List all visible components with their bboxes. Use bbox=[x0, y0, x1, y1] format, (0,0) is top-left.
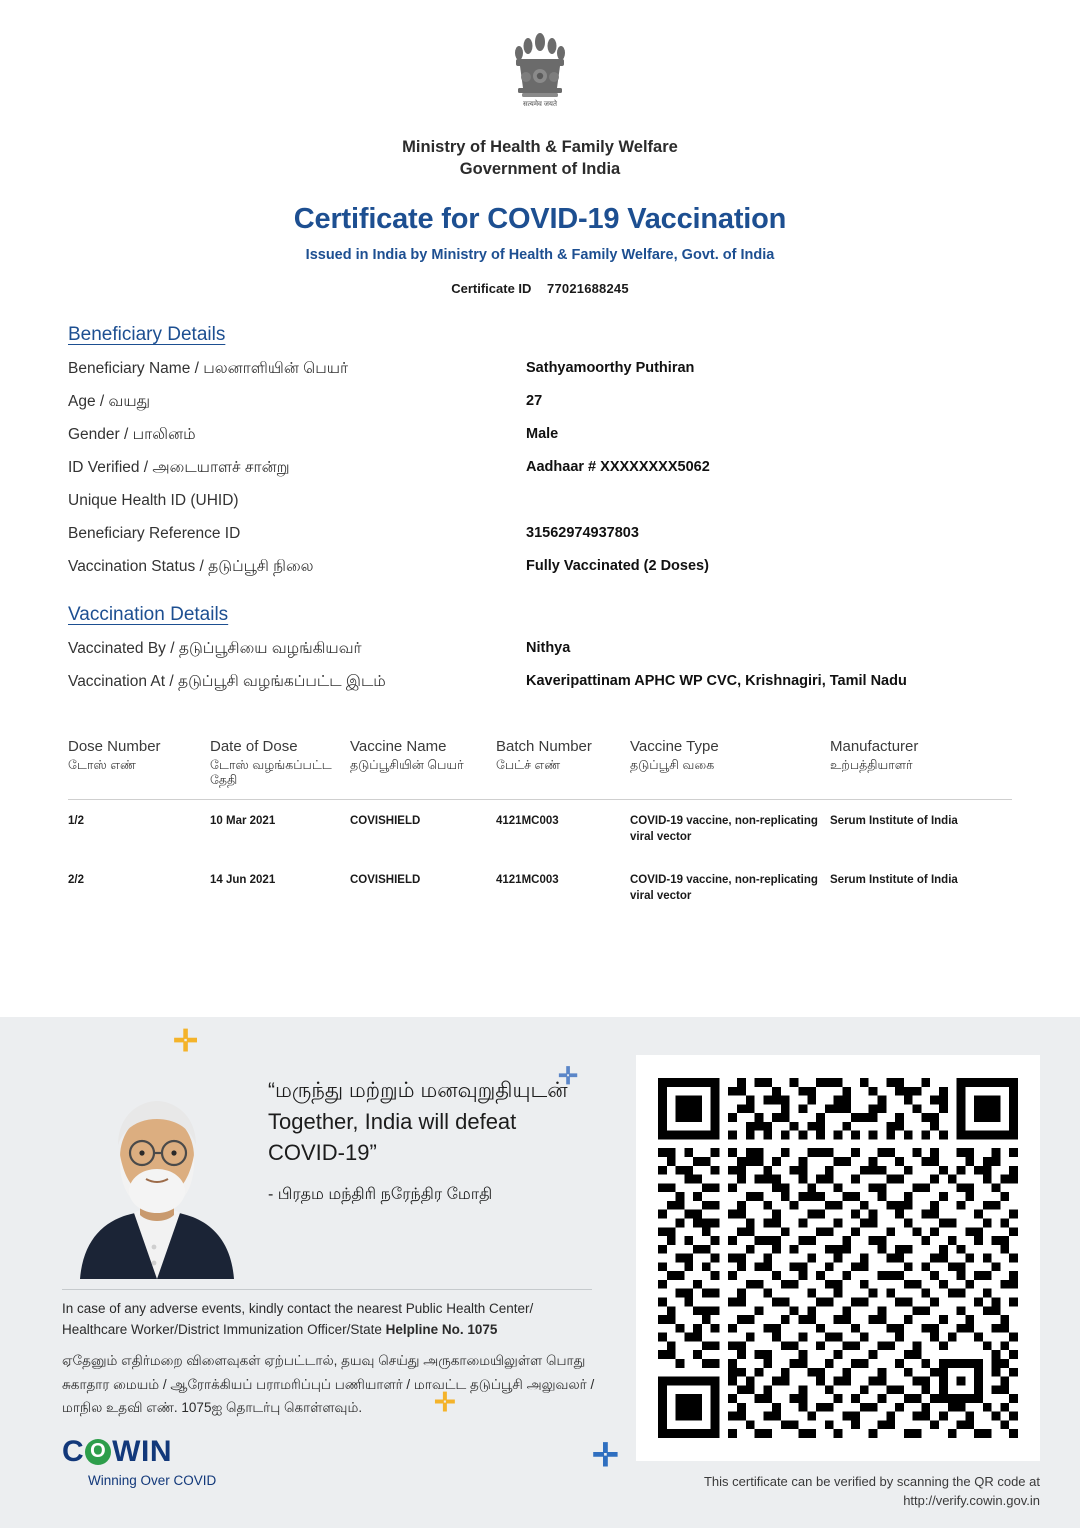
beneficiary-details-section bbox=[68, 324, 1012, 578]
dose-table bbox=[68, 738, 1012, 918]
manufacturer-cell: Serum Institute of India bbox=[830, 815, 958, 828]
certificate-id-value: 77021688245 bbox=[547, 280, 629, 296]
cowin-letter-o: O bbox=[85, 1439, 111, 1465]
date-of-dose-cell: 14 Jun 2021 bbox=[210, 874, 276, 887]
pm-quote bbox=[268, 1077, 598, 1205]
quote-english: Together, India will defeat COVID-19” bbox=[268, 1108, 517, 1165]
manufacturer-cell: Serum Institute of India bbox=[830, 874, 958, 887]
uhid-row bbox=[68, 491, 1012, 511]
dose-number-header: Dose Number டோஸ் எண் bbox=[68, 738, 210, 800]
vaccination-status-value: Fully Vaccinated (2 Doses) bbox=[526, 558, 709, 575]
certificate-header bbox=[0, 0, 1080, 296]
batch-number-cell: 4121MC003 bbox=[496, 874, 559, 887]
certificate-id bbox=[0, 281, 1080, 296]
vaccinated-by-label: Vaccinated By / தடுப்பூசியை வழங்கியவர் bbox=[68, 639, 362, 657]
quote-tamil: “மருந்து மற்றும் மனவுறுதியுடன் bbox=[268, 1079, 568, 1102]
reference-id-value: 31562974937803 bbox=[526, 525, 639, 542]
beneficiary-section-title: Beneficiary Details bbox=[68, 323, 226, 345]
adverse-line-1: In case of any adverse events, kindly contact the nearest Public Health Center/ bbox=[62, 1301, 534, 1316]
page-title: Certificate for COVID-19 Vaccination bbox=[293, 202, 787, 235]
vaccination-details-section bbox=[68, 604, 1012, 692]
table-row bbox=[68, 800, 1012, 860]
cowin-letter-c: C bbox=[62, 1435, 85, 1468]
verify-url[interactable]: http://verify.cowin.gov.in bbox=[903, 1492, 1040, 1508]
cowin-letters-win: WIN bbox=[112, 1435, 172, 1468]
footer-panel bbox=[0, 1017, 1080, 1528]
svg-text:सत्यमेव जयते: सत्यमेव जयते bbox=[523, 100, 557, 108]
footer-divider bbox=[62, 1289, 592, 1290]
vaccine-type-header: Vaccine Type தடுப்பூசி வகை bbox=[630, 738, 830, 800]
decorative-plus-icon: ✛ bbox=[173, 1025, 199, 1058]
adverse-events-note bbox=[62, 1299, 602, 1341]
age-value: 27 bbox=[526, 392, 543, 409]
adverse-events-note-tamil: ஏதேனும் எதிர்மறை விளைவுகள் ஏற்பட்டால், தயவு செய்து அருகாமையிலுள்ள பொது சுகாதார மையம் / ஆரோக்கியப் பராமரிப்புப் பணியாளர் / மாவட்ட தடுப்பூசி அலுவலர் / மாநில உதவி எண். 1075ஐ தொடர்பு கொள்ளவும். bbox=[62, 1353, 595, 1416]
qr-code-container[interactable] bbox=[636, 1055, 1040, 1461]
decorative-plus-icon: ✛ bbox=[434, 1387, 456, 1417]
vaccine-name-cell: COVISHIELD bbox=[350, 815, 421, 828]
gender-row bbox=[68, 425, 1012, 445]
vaccination-status-row bbox=[68, 557, 1012, 577]
vaccine-type-cell: COVID-19 vaccine, non-replicating viral vector bbox=[630, 815, 818, 843]
id-verified-value: Aadhaar # XXXXXXXX5062 bbox=[526, 458, 710, 475]
adverse-line-2: Healthcare Worker/District Immunization Officer/State bbox=[62, 1321, 386, 1337]
batch-number-header: Batch Number பேட்ச் எண் bbox=[496, 738, 630, 800]
reference-id-row bbox=[68, 524, 1012, 544]
beneficiary-name-row bbox=[68, 359, 1012, 379]
gender-label: Gender / பாலினம் bbox=[68, 425, 196, 443]
qr-code-icon[interactable] bbox=[658, 1077, 1018, 1439]
manufacturer-header: Manufacturer உற்பத்தியாளர் bbox=[830, 738, 1012, 800]
ministry-name bbox=[0, 136, 1080, 181]
batch-number-cell: 4121MC003 bbox=[496, 815, 559, 828]
vaccine-name-header: Vaccine Name தடுப்பூசியின் பெயர் bbox=[350, 738, 496, 800]
dose-number-cell: 2/2 bbox=[68, 874, 84, 887]
age-row bbox=[68, 392, 1012, 412]
vaccinated-by-value: Nithya bbox=[526, 639, 571, 656]
ministry-line-1: Ministry of Health & Family Welfare bbox=[402, 138, 678, 156]
cowin-logo bbox=[62, 1435, 216, 1488]
reference-id-label: Beneficiary Reference ID bbox=[68, 525, 241, 543]
beneficiary-name-value: Sathyamoorthy Puthiran bbox=[526, 359, 695, 376]
helpline-number: Helpline No. 1075 bbox=[385, 1321, 498, 1337]
verify-note bbox=[620, 1473, 1040, 1511]
vaccine-name-cell: COVISHIELD bbox=[350, 874, 421, 887]
vaccinated-by-row bbox=[68, 639, 1012, 659]
cowin-wordmark bbox=[62, 1435, 216, 1469]
id-verified-row bbox=[68, 458, 1012, 478]
vaccination-section-title: Vaccination Details bbox=[68, 603, 229, 625]
india-state-emblem-icon bbox=[502, 26, 578, 130]
age-label: Age / வயது bbox=[68, 392, 151, 410]
vaccination-at-label: Vaccination At / தடுப்பூசி வழங்கப்பட்ட இடம் bbox=[68, 672, 386, 690]
ministry-line-2: Government of India bbox=[459, 160, 621, 179]
dose-table-header-row bbox=[68, 738, 1012, 800]
certificate-id-label: Certificate ID bbox=[451, 280, 532, 296]
date-of-dose-cell: 10 Mar 2021 bbox=[210, 815, 276, 828]
gender-value: Male bbox=[526, 425, 559, 442]
vaccination-at-row bbox=[68, 672, 1012, 692]
uhid-label: Unique Health ID (UHID) bbox=[68, 492, 239, 510]
beneficiary-name-label: Beneficiary Name / பலனாளியின் பெயர் bbox=[68, 359, 349, 377]
page-subtitle: Issued in India by Ministry of Health & Family Welfare, Govt. of India bbox=[305, 246, 775, 263]
dose-number-cell: 1/2 bbox=[68, 815, 84, 828]
cowin-tagline: Winning Over COVID bbox=[88, 1473, 217, 1488]
decorative-plus-icon: ✛ bbox=[558, 1063, 579, 1090]
quote-attribution: - பிரதம மந்திரி நரேந்திர மோதி bbox=[268, 1185, 493, 1203]
id-verified-label: ID Verified / அடையாளச் சான்று bbox=[68, 458, 290, 476]
prime-minister-photo bbox=[62, 1079, 252, 1279]
vaccination-at-value: Kaveripattinam APHC WP CVC, Krishnagiri, Tamil Nadu bbox=[526, 672, 907, 689]
decorative-plus-icon: ✛ bbox=[592, 1437, 619, 1473]
date-of-dose-header: Date of Dose டோஸ் வழங்கப்பட்ட தேதி bbox=[210, 738, 350, 800]
table-row bbox=[68, 859, 1012, 918]
vaccine-type-cell: COVID-19 vaccine, non-replicating viral vector bbox=[630, 874, 818, 902]
vaccination-status-label: Vaccination Status / தடுப்பூசி நிலை bbox=[68, 558, 314, 576]
verify-line-1: This certificate can be verified by scanning the QR code at bbox=[703, 1474, 1040, 1489]
